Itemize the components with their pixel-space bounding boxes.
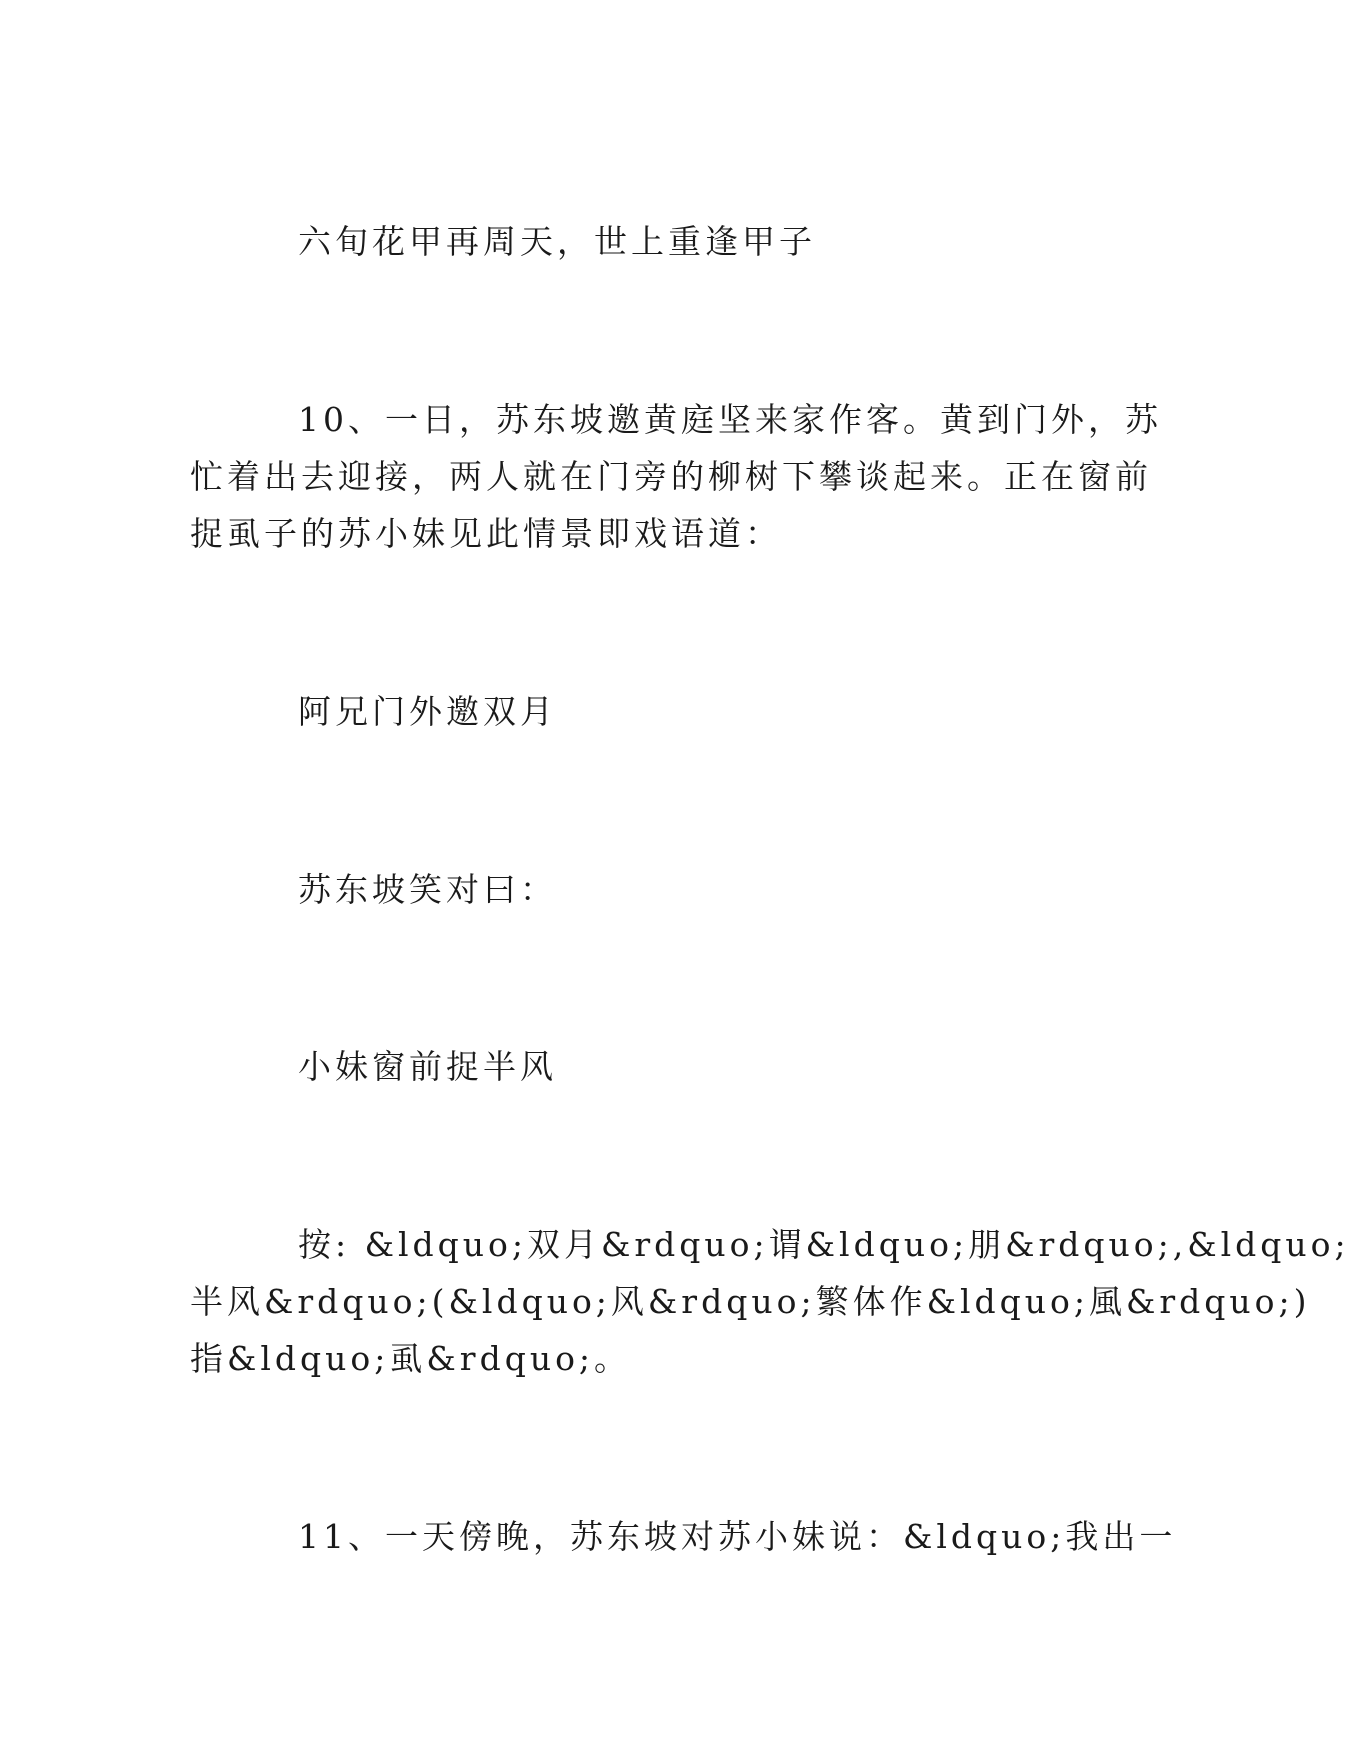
text-line: 半风&rdquo;(&ldquo;风&rdquo;繁体作&ldquo;風&rdquo;) [190,1282,1311,1321]
paragraph-item-11 [190,1508,1177,1565]
text-line: 指&ldquo;虱&rdquo;。 [190,1339,632,1378]
paragraph-first-couplet [190,683,1060,740]
paragraph-reply-intro [190,861,1060,918]
text-line: 苏东坡笑对曰： [298,870,557,909]
text-line: 六旬花甲再周天，世上重逢甲子 [298,222,816,261]
paragraph-item-10 [190,391,1162,562]
text-line: 小妹窗前捉半风 [298,1047,557,1086]
paragraph-note [190,1216,1350,1387]
text-line: 10、一日，苏东坡邀黄庭坚来家作客。黄到门外，苏 [298,400,1162,439]
text-line: 捉虱子的苏小妹见此情景即戏语道： [190,514,782,553]
paragraph-second-couplet [190,1038,1060,1095]
paragraph-couplet-line [190,213,1060,270]
text-line: 按: &ldquo;双月&rdquo;谓&ldquo;朋&rdquo;,&ldquo; [298,1225,1350,1264]
text-line: 11、一天傍晚，苏东坡对苏小妹说：&ldquo;我出一 [298,1517,1177,1556]
text-line: 忙着出去迎接，两人就在门旁的柳树下攀谈起来。正在窗前 [190,457,1152,496]
text-line: 阿兄门外邀双月 [298,692,557,731]
